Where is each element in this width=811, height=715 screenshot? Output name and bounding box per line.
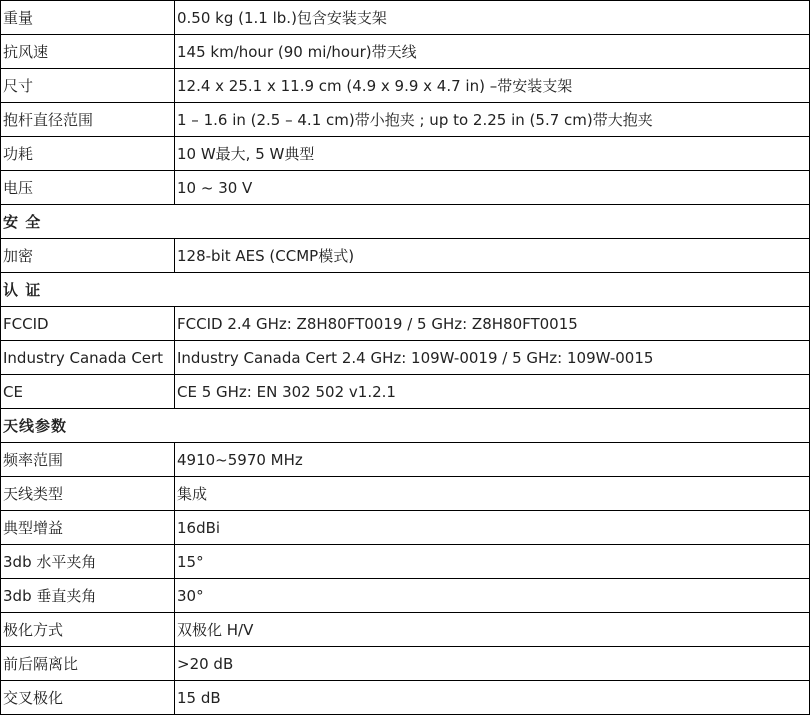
section-row xyxy=(1,205,810,239)
table-row xyxy=(1,69,810,103)
row-value: 1 – 1.6 in (2.5 – 4.1 cm)带小抱夹 ; up to 2.25 in (5.7 cm)带大抱夹 xyxy=(175,103,810,137)
table-row xyxy=(1,137,810,171)
row-value: 145 km/hour (90 mi/hour)带天线 xyxy=(175,35,810,69)
row-value: 双极化 H/V xyxy=(175,613,810,647)
row-label: 3db 垂直夹角 xyxy=(1,579,175,613)
spec-table-body xyxy=(1,1,810,715)
row-value: 30° xyxy=(175,579,810,613)
row-value: 128-bit AES (CCMP模式) xyxy=(175,239,810,273)
row-label: 3db 水平夹角 xyxy=(1,545,175,579)
row-value: 4910~5970 MHz xyxy=(175,443,810,477)
row-label: 电压 xyxy=(1,171,175,205)
table-row xyxy=(1,443,810,477)
row-value: CE 5 GHz: EN 302 502 v1.2.1 xyxy=(175,375,810,409)
table-row xyxy=(1,307,810,341)
row-value: 16dBi xyxy=(175,511,810,545)
row-label: 抗风速 xyxy=(1,35,175,69)
row-value: 0.50 kg (1.1 lb.)包含安装支架 xyxy=(175,1,810,35)
row-label: 加密 xyxy=(1,239,175,273)
row-value: Industry Canada Cert 2.4 GHz: 109W-0019 / 5 GHz: 109W-0015 xyxy=(175,341,810,375)
row-label: FCCID xyxy=(1,307,175,341)
row-label: 前后隔离比 xyxy=(1,647,175,681)
row-label: 尺寸 xyxy=(1,69,175,103)
section-row xyxy=(1,273,810,307)
row-value: 15° xyxy=(175,545,810,579)
row-label: 典型增益 xyxy=(1,511,175,545)
table-row xyxy=(1,375,810,409)
row-value: 集成 xyxy=(175,477,810,511)
table-row xyxy=(1,171,810,205)
row-label: Industry Canada Cert xyxy=(1,341,175,375)
row-label: 功耗 xyxy=(1,137,175,171)
row-value: 12.4 x 25.1 x 11.9 cm (4.9 x 9.9 x 4.7 in) –带安装支架 xyxy=(175,69,810,103)
row-value: 15 dB xyxy=(175,681,810,715)
table-row xyxy=(1,579,810,613)
table-row xyxy=(1,681,810,715)
section-heading: 安 全 xyxy=(1,205,810,239)
row-label: 天线类型 xyxy=(1,477,175,511)
row-label: 极化方式 xyxy=(1,613,175,647)
table-row xyxy=(1,511,810,545)
table-row xyxy=(1,103,810,137)
table-row xyxy=(1,239,810,273)
table-row xyxy=(1,613,810,647)
row-label: 频率范围 xyxy=(1,443,175,477)
row-value: 10 W最大, 5 W典型 xyxy=(175,137,810,171)
table-row xyxy=(1,545,810,579)
row-label: CE xyxy=(1,375,175,409)
section-heading: 天线参数 xyxy=(1,409,810,443)
row-value: FCCID 2.4 GHz: Z8H80FT0019 / 5 GHz: Z8H80FT0015 xyxy=(175,307,810,341)
row-label: 重量 xyxy=(1,1,175,35)
section-heading: 认 证 xyxy=(1,273,810,307)
table-row xyxy=(1,341,810,375)
table-row xyxy=(1,1,810,35)
table-row xyxy=(1,477,810,511)
table-row xyxy=(1,35,810,69)
row-value: >20 dB xyxy=(175,647,810,681)
section-row xyxy=(1,409,810,443)
table-row xyxy=(1,647,810,681)
row-label: 交叉极化 xyxy=(1,681,175,715)
row-label: 抱杆直径范围 xyxy=(1,103,175,137)
row-value: 10 ~ 30 V xyxy=(175,171,810,205)
